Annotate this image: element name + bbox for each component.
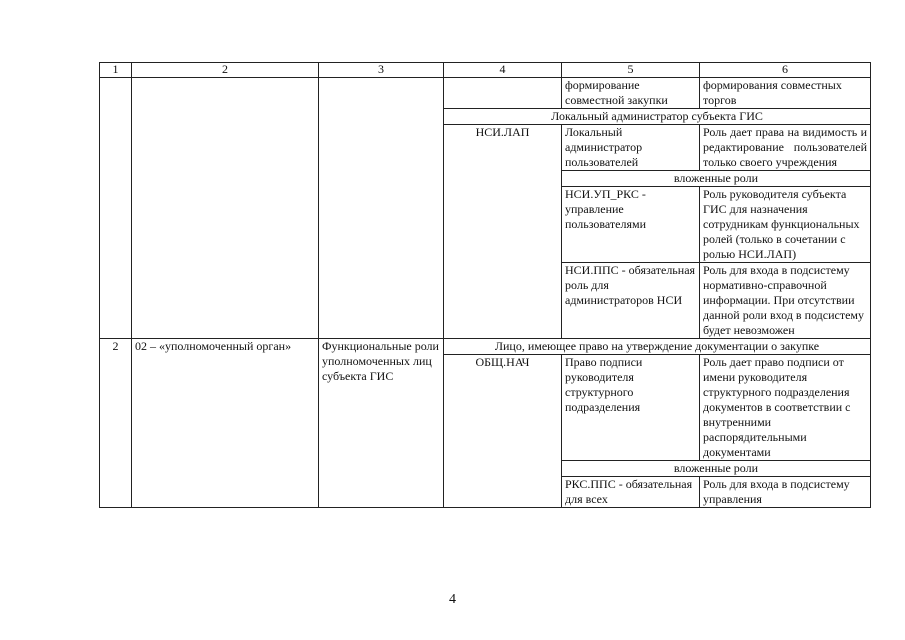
nested-roles-label: вложенные роли: [562, 171, 871, 187]
nested-role-description-cell: Роль для входа в подсистему управления: [700, 477, 871, 508]
role-description-cell: формирования совместных торгов: [700, 78, 871, 109]
nested-role-description-cell: Роль для входа в подсистему нормативно-справочной информации. При отсутствии данной роли вход в подсистему будет невозможен: [700, 263, 871, 339]
header-cell: 5: [562, 63, 700, 78]
role-group-cell: Функциональные роли уполномоченных лиц субъекта ГИС: [319, 339, 444, 508]
code-cell: [444, 78, 562, 109]
role-description-cell: Роль дает право подписи от имени руководителя структурного подразделения документов в соответствии с внутренними распорядительными документами: [700, 355, 871, 461]
role-name-cell: формирование совместной закупки: [562, 78, 700, 109]
nested-role-description-cell: Роль руководителя субъекта ГИС для назначения сотрудникам функциональных ролей (только в сочетании с ролью НСИ.ЛАП): [700, 187, 871, 263]
document-table: [99, 62, 871, 508]
row-number-cell: 2: [100, 339, 132, 508]
role-group-cell: [319, 78, 444, 339]
row-number-cell: [100, 78, 132, 339]
header-cell: 4: [444, 63, 562, 78]
section-title: Лицо, имеющее право на утверждение документации о закупке: [444, 339, 871, 355]
header-cell: 1: [100, 63, 132, 78]
role-name-cell: Локальный администратор пользователей: [562, 125, 700, 171]
role-code-cell: ОБЩ.НАЧ: [444, 355, 562, 508]
header-cell: 2: [132, 63, 319, 78]
table-row: [100, 78, 871, 109]
role-description-cell: Роль дает права на видимость и редактирование пользователей только своего учреждения: [700, 125, 871, 171]
header-cell: 3: [319, 63, 444, 78]
nested-role-name-cell: РКС.ППС - обязательная для всех: [562, 477, 700, 508]
page-number: 4: [449, 592, 456, 607]
role-code-cell: НСИ.ЛАП: [444, 125, 562, 339]
header-cell: 6: [700, 63, 871, 78]
nested-roles-label: вложенные роли: [562, 461, 871, 477]
role-name-cell: Право подписи руководителя структурного подразделения: [562, 355, 700, 461]
column-number-row: [100, 63, 871, 78]
subject-type-cell: [132, 78, 319, 339]
nested-role-name-cell: НСИ.ППС - обязательная роль для администраторов НСИ: [562, 263, 700, 339]
section-title: Локальный администратор субъекта ГИС: [444, 109, 871, 125]
section-title-row: [100, 339, 871, 355]
nested-role-name-cell: НСИ.УП_РКС - управление пользователями: [562, 187, 700, 263]
subject-type-cell: 02 – «уполномоченный орган»: [132, 339, 319, 508]
